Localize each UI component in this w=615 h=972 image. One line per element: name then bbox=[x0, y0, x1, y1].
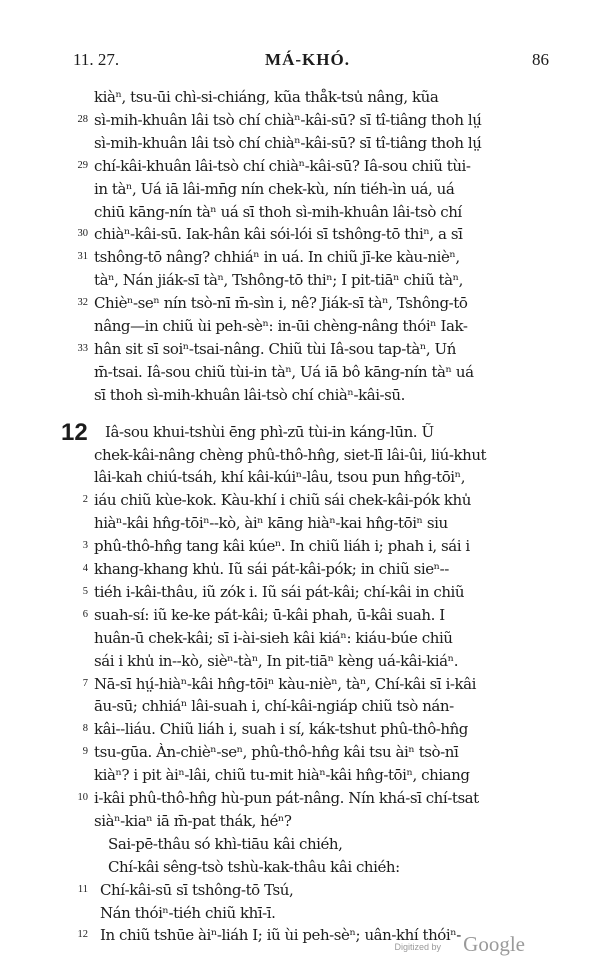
line-text: chiū kāng-nín tàⁿ uá sī thoh sì-mih-khuân lâi-tsò chí bbox=[94, 202, 462, 221]
verse-number: 11 bbox=[77, 883, 88, 895]
verse-number: 29 bbox=[77, 159, 88, 171]
line-text: In chiũ tshūe àiⁿ-liáh I; iũ ùi peh-sèⁿ; uân-khí thóiⁿ- bbox=[100, 926, 461, 945]
text-line bbox=[0, 340, 615, 364]
text-line bbox=[0, 652, 615, 676]
page-number: 86 bbox=[532, 50, 549, 69]
verse-number: 33 bbox=[77, 342, 88, 354]
text-line bbox=[0, 157, 615, 181]
line-text: chiàⁿ-kâi-sū. Iak-hân kâi sói-lói sī tshông-tō thiⁿ, a sī bbox=[94, 225, 463, 244]
line-text: tiéh i-kâi-thâu, iũ zók i. Iũ sái pát-kâi; chí-kâi in chiũ bbox=[94, 582, 465, 601]
verse-number: 12 bbox=[77, 929, 88, 941]
text-line bbox=[0, 904, 615, 928]
chapter-number: 12 bbox=[61, 418, 88, 446]
text-line bbox=[0, 363, 615, 387]
chapter-verse-ref: 11. 27. bbox=[73, 50, 120, 69]
text-line bbox=[0, 386, 615, 410]
text-line bbox=[0, 629, 615, 653]
verse-number: 31 bbox=[77, 251, 88, 263]
text-line bbox=[0, 203, 615, 227]
line-text: Nā-sī hṳ́-hiàⁿ-kâi hn̂g-tōiⁿ kàu-nièⁿ, tàⁿ, Chí-kâi sī i-kâi bbox=[94, 674, 477, 693]
verse-number: 4 bbox=[82, 563, 88, 574]
line-text: tshông-tō nâng? chhiáⁿ in uá. In chiũ jī-ke kàu-nièⁿ, bbox=[94, 248, 460, 267]
text-line bbox=[0, 812, 615, 836]
text-line bbox=[0, 514, 615, 538]
text-line bbox=[0, 446, 615, 470]
line-text: sì-mih-khuân lâi tsò chí chiàⁿ-kâi-sū? sī tî-tiâng thoh lṳ́ bbox=[94, 133, 482, 152]
text-line bbox=[0, 134, 615, 158]
line-text: Chí-kâi sêng-tsò tshù-kak-thâu kâi chiéh: bbox=[108, 857, 400, 876]
text-line bbox=[0, 583, 615, 607]
line-text: nâng—in chiũ ùi peh-sèⁿ: in-ūi chèng-nâng thóiⁿ Iak- bbox=[94, 317, 468, 335]
line-text: kiàⁿ? i pit àiⁿ-lâi, chiũ tu-mit hiàⁿ-kâi hn̂g-tōiⁿ, chiang bbox=[94, 766, 470, 785]
line-text: huân-ū chek-kâi; sī i-ài-sieh kâi kiáⁿ: kiáu-búe chiũ bbox=[94, 628, 453, 647]
line-text: hân sit sī soiⁿ-tsai-nâng. Chiũ tùi Iâ-sou tap-tàⁿ, Uń bbox=[94, 339, 456, 358]
text-line bbox=[0, 789, 615, 813]
line-text: sì-mih-khuân lâi tsò chí chiàⁿ-kâi-sū? sī tî-tiâng thoh lṳ́ bbox=[94, 110, 482, 129]
text-line bbox=[0, 248, 615, 272]
line-text: tsu-gūa. Àn-chièⁿ-seⁿ, phû-thô-hn̂g kâi tsu àiⁿ tsò-nī bbox=[94, 743, 459, 762]
line-text: iáu chiũ kùe-kok. Kàu-khí i chiũ sái chek-kâi-pók khu̍ bbox=[94, 491, 471, 510]
text-line bbox=[0, 88, 615, 112]
line-text: kiàⁿ, tsu-ūi chì-si-chiáng, kũa thåk-tsu̍ nâng, kũa bbox=[94, 88, 439, 106]
text-line bbox=[0, 766, 615, 790]
verse-number: 3 bbox=[82, 540, 88, 552]
line-text: khang-khang khu̍. Iũ sái pát-kâi-pók; in chiũ sieⁿ-- bbox=[94, 560, 449, 578]
text-line bbox=[0, 835, 615, 859]
text-line bbox=[0, 271, 615, 295]
text-line bbox=[0, 858, 615, 882]
verse-number: 30 bbox=[77, 228, 88, 240]
text-line bbox=[0, 743, 615, 767]
text-line bbox=[0, 491, 615, 515]
line-text: phû-thô-hn̂g tang kâi kúeⁿ. In chiũ liáh i; phah i, sái i bbox=[94, 537, 470, 556]
line-text: sái i khu̍ in--kò, sièⁿ-tàⁿ, In pit-tiāⁿ kèng uá-kâi-kiáⁿ. bbox=[94, 651, 459, 670]
line-text: kâi--liáu. Chiũ liáh i, suah i sí, kák-tshut phû-thô-hn̂g bbox=[94, 720, 468, 739]
text-line bbox=[0, 180, 615, 204]
text-line bbox=[0, 111, 615, 135]
line-text: siàⁿ-kiaⁿ iā m̄-pat thák, héⁿ? bbox=[94, 811, 292, 830]
text-line bbox=[0, 606, 615, 630]
text-line bbox=[0, 720, 615, 744]
verse-number: 6 bbox=[82, 608, 88, 620]
line-text: sī thoh sì-mih-khuân lâi-tsò chí chiàⁿ-kâi-sū. bbox=[94, 385, 405, 404]
line-text: Chièⁿ-seⁿ nín tsò-nī m̄-sìn i, nê? Jiák-sī tàⁿ, Tshông-tō bbox=[94, 294, 468, 313]
line-text: chek-kâi-nâng chèng phû-thô-hn̂g, siet-lī lâi-ûi, liú-khut bbox=[94, 445, 487, 464]
verse-number: 9 bbox=[82, 746, 88, 758]
running-header bbox=[0, 50, 615, 74]
text-line bbox=[0, 294, 615, 318]
verse-number: 7 bbox=[82, 677, 88, 689]
text-line bbox=[0, 697, 615, 721]
verse-number: 8 bbox=[82, 723, 88, 735]
chapter-start-line bbox=[0, 418, 615, 447]
verse-number: 28 bbox=[77, 113, 88, 125]
line-text: Nán thóiⁿ-tiéh chiũ khī-ī. bbox=[100, 903, 276, 922]
line-text: i-kâi phû-thô-hn̂g hù-pun pát-nâng. Nín khá-sī chí-tsat bbox=[94, 789, 479, 807]
line-text: āu-sū; chhiáⁿ lâi-suah i, chí-kâi-ngiáp chiũ tsò nán- bbox=[94, 697, 454, 716]
line-text: Sai-pē-thâu só khì-tiāu kâi chiéh, bbox=[108, 834, 343, 853]
line-text: tàⁿ, Nán jiák-sī tàⁿ, Tshông-tō thiⁿ; I pit-tiāⁿ chiũ tàⁿ, bbox=[94, 271, 463, 290]
text-line bbox=[0, 225, 615, 249]
verse-number: 5 bbox=[82, 585, 88, 597]
text-line bbox=[0, 560, 615, 584]
verse-number: 2 bbox=[82, 494, 88, 506]
line-text: Iâ-sou khui-tshùi ēng phì-zū tùi-in káng-lūn. Ũ bbox=[105, 422, 434, 441]
text-line bbox=[0, 881, 615, 905]
text-line bbox=[0, 675, 615, 699]
line-text: chí-kâi-khuân lâi-tsò chí chiàⁿ-kâi-sū? Iâ-sou chiũ tùi- bbox=[94, 156, 471, 175]
verse-number: 10 bbox=[77, 792, 88, 803]
line-text: hiàⁿ-kâi hn̂g-tōiⁿ--kò, àiⁿ kāng hiàⁿ-kai hn̂g-tōiⁿ siu bbox=[94, 514, 448, 533]
watermark-prefix: Digitized by bbox=[394, 942, 441, 952]
book-title: MÁ-KHÓ. bbox=[265, 50, 350, 69]
text-line bbox=[0, 537, 615, 561]
verse-number: 32 bbox=[77, 297, 88, 309]
line-text: lâi-kah chiú-tsáh, khí kâi-kúiⁿ-lâu, tsou pun hn̂g-tōiⁿ, bbox=[94, 468, 466, 487]
text-line bbox=[0, 468, 615, 492]
line-text: m̄-tsai. Iâ-sou chiũ tùi-in tàⁿ, Uá iā bô kāng-nín tàⁿ uá bbox=[94, 362, 474, 381]
line-text: in tàⁿ, Uá iā lâi-mn̄g nín chek-kù, nín tiéh-ìn uá, uá bbox=[94, 179, 455, 198]
line-text: suah-sí: iũ ke-ke pát-kâi; ū-kâi phah, ū-kâi suah. I bbox=[94, 605, 445, 624]
line-text: Chí-kâi-sū sī tshông-tō Tsú, bbox=[100, 880, 294, 899]
google-logo: Google bbox=[463, 932, 525, 956]
text-line bbox=[0, 317, 615, 341]
